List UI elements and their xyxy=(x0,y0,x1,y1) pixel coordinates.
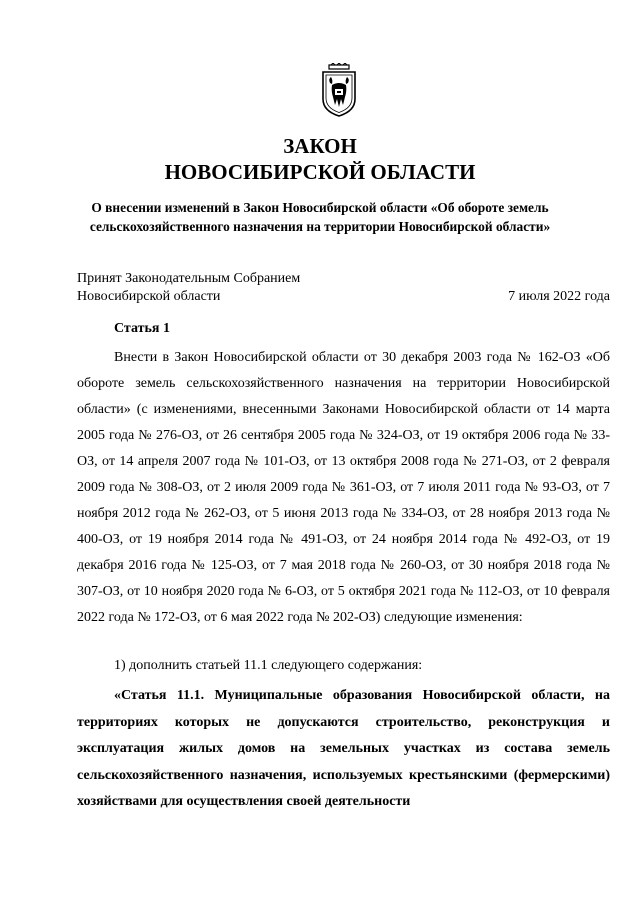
law-region: НОВОСИБИРСКОЙ ОБЛАСТИ xyxy=(164,160,476,184)
article-body: Внести в Закон Новосибирской области от 30 декабря 2003 года № 162-ОЗ «Об обороте земель сельскохозяйственного назначения на территории Новосибирской области» (с изменениями, внесенными Законами Новосибирской области от 14 марта 2005 года № 276-ОЗ, от 26 сентября 2005 года № 324-ОЗ, от 19 октября 2006 года № 33-ОЗ, от 14 апреля 2007 года № 101-ОЗ, от 13 октября 2008 года № 271-ОЗ, от 2 февраля 2009 года № 308-ОЗ, от 2 июля 2009 года № 361-ОЗ, от 7 июля 2011 года № 93-ОЗ, от 7 ноября 2012 года № 262-ОЗ, от 5 июня 2013 года № 334-ОЗ, от 28 ноября 2013 года № 400-ОЗ, от 19 ноября 2014 года № 491-ОЗ, от 24 ноября 2014 года № 492-ОЗ, от 19 декабря 2016 года № 125-ОЗ, от 7 мая 2018 года № 260-ОЗ, от 30 ноября 2018 года № 307-ОЗ, от 10 ноября 2020 года № 6-ОЗ, от 5 октября 2021 года № 112-ОЗ, от 10 февраля 2022 года № 172-ОЗ, от 6 мая 2022 года № 202-ОЗ) следующие изменения: xyxy=(77,350,610,625)
adoption-date: 7 июля 2022 года xyxy=(508,289,610,304)
coat-of-arms-icon xyxy=(315,63,363,117)
new-article-text: «Статья 11.1. Муниципальные образования Новосибирской области, на территориях которых не допускаются строительство, реконструкция и эксплуатация жилых домов на земельных участках из состава земель сельскохозяйственного назначения, используемых крестьянскими (фермерскими) хозяйствами для осуществления своей деятельности xyxy=(77,688,610,809)
adopted-by-line-2: Новосибирской области xyxy=(77,289,221,304)
adoption-block xyxy=(77,270,610,306)
article-heading: Статья 1 xyxy=(114,321,170,336)
adopted-by-line: Принят Законодательным Собранием xyxy=(77,271,301,286)
law-subtitle: О внесении изменений в Закон Новосибирской области «Об обороте земель сельскохозяйственного назначения на территории Новосибирской области» xyxy=(89,200,551,234)
amendment-item: 1) дополнить статьей 11.1 следующего содержания: xyxy=(114,658,423,673)
law-title: ЗАКОН xyxy=(283,134,357,158)
